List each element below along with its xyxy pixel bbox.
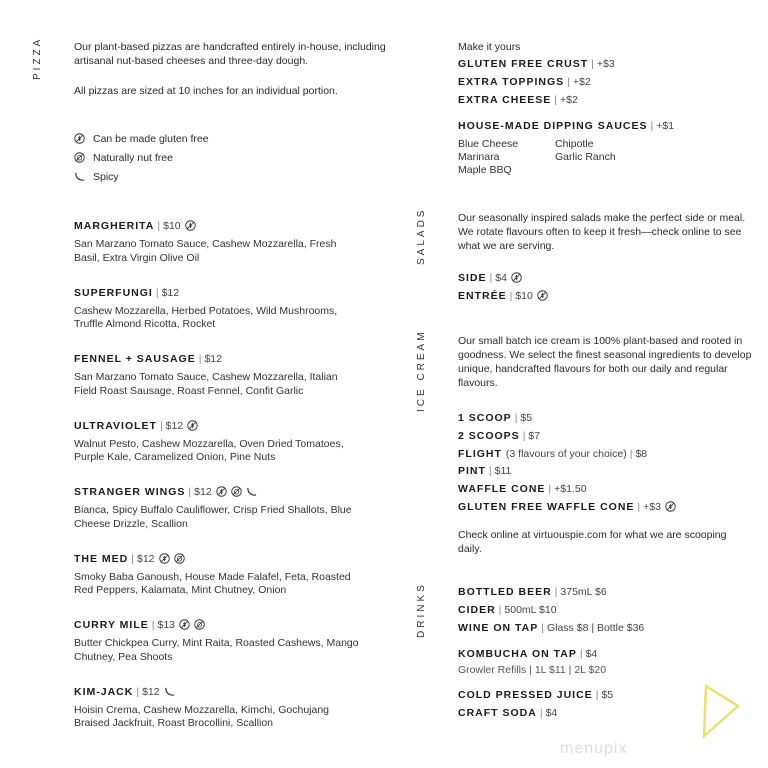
separator: |	[155, 286, 159, 299]
item-price: $4	[585, 648, 598, 660]
item-description: Walnut Pesto, Cashew Mozzarella, Oven Dried Tomatoes, Purple Kale, Caramelized Onion, Pine Nuts	[74, 437, 344, 463]
menu-item-line	[458, 412, 532, 424]
separator: |	[591, 58, 594, 70]
item-description: Butter Chickpea Curry, Mint Raita, Roasted Cashews, Mango Chutney, Pea Shoots	[74, 637, 359, 663]
menu-item-line	[458, 76, 591, 88]
icecream-intro: Our small batch ice cream is 100% plant-based and rooted in goodness. We select the finest seasonal ingredients to develop unique, handcrafted flavours for both our daily and regular flavours.	[458, 335, 752, 389]
legend-item	[74, 152, 173, 164]
nut-free-icon	[194, 619, 205, 630]
item-name: PINT	[458, 465, 486, 478]
item-name: STRANGER WINGS	[74, 486, 186, 498]
gluten-free-icon	[216, 486, 227, 497]
item-price: $5	[601, 689, 614, 701]
separator: |	[595, 689, 599, 701]
item-name: ULTRAVIOLET	[74, 419, 157, 432]
sauce-option: Chipotle	[555, 138, 594, 150]
item-price: $4	[545, 707, 558, 719]
menu-item-line	[458, 448, 647, 460]
separator: |	[539, 707, 543, 719]
item-description: Hoisin Crema, Cashew Mozzarella, Kimchi, Gochujang Braised Jackfruit, Roast Brocollini, Scallion	[74, 703, 330, 729]
gluten-free-icon	[665, 501, 676, 512]
salads-intro: Our seasonally inspired salads make the perfect side or meal. We rotate flavours often to keep it fresh—check online to see what we are serving.	[458, 212, 746, 252]
item-name: EXTRA TOPPINGS	[458, 76, 565, 88]
nut-free-icon	[231, 486, 242, 497]
legend-text: Spicy	[93, 171, 119, 183]
item-name: EXTRA CHEESE	[458, 94, 552, 106]
separator: |	[131, 552, 134, 565]
play-triangle-icon	[700, 682, 742, 740]
separator: |	[159, 419, 163, 432]
item-price: $7	[528, 429, 541, 442]
item-name: KOMBUCHA ON TAP	[458, 648, 577, 660]
menu-item-line	[458, 483, 587, 495]
menu-item-line	[74, 420, 198, 432]
item-name: ENTRÉE	[458, 290, 507, 302]
item-price: $4	[495, 272, 507, 284]
item-price: +$1	[656, 120, 675, 132]
item-note: (3 flavours of your choice)	[505, 447, 627, 460]
legend-text: Can be made gluten free	[93, 133, 209, 145]
menu-item-line	[458, 290, 548, 302]
item-price: +$1.50	[554, 483, 587, 496]
menu-item-line	[458, 501, 676, 513]
separator: |	[541, 622, 544, 634]
separator: |	[548, 483, 552, 496]
separator: |	[509, 290, 513, 302]
gluten-free-icon	[74, 133, 85, 144]
item-price: $13	[157, 619, 176, 631]
item-price: $12	[142, 685, 160, 698]
menu-item-line	[458, 465, 511, 477]
separator: |	[629, 447, 633, 460]
legend-item	[74, 133, 209, 145]
item-name: MARGHERITA	[74, 220, 155, 232]
item-description: Cashew Mozzarella, Herbed Potatoes, Wild Mushrooms, Truffle Almond Ricotta, Rocket	[74, 304, 338, 330]
sauce-option: Marinara	[458, 151, 500, 163]
item-price: $11	[494, 465, 512, 478]
item-subtext: Growler Refills | 1L $11 | 2L $20	[458, 664, 607, 676]
sauce-option: Maple BBQ	[458, 164, 512, 176]
menu-item-line	[458, 689, 613, 701]
menu-item-line	[458, 604, 557, 616]
item-price: $10	[163, 220, 181, 232]
menu-item-line	[74, 486, 257, 498]
menu-item-line	[458, 58, 615, 70]
salads-section-label: SALADS	[416, 207, 427, 265]
gluten-free-icon	[185, 220, 196, 231]
item-price: $12	[165, 419, 184, 432]
separator: |	[650, 120, 654, 132]
gluten-free-icon	[511, 272, 522, 283]
separator: |	[136, 685, 140, 698]
item-price: +$3	[596, 58, 615, 70]
watermark: menupix	[560, 740, 628, 757]
item-price: $8	[635, 447, 648, 460]
separator: |	[514, 412, 518, 424]
nut-free-icon	[74, 152, 85, 163]
menu-item-line	[458, 707, 557, 719]
spicy-icon	[74, 171, 85, 182]
sauce-option: Garlic Ranch	[555, 151, 616, 163]
item-name: BOTTLED BEER	[458, 586, 552, 598]
item-name: CRAFT SODA	[458, 707, 537, 719]
item-price: $5	[520, 412, 533, 424]
gluten-free-icon	[159, 553, 170, 564]
separator: |	[188, 486, 192, 498]
separator: |	[567, 76, 570, 88]
pizza-intro: Our plant-based pizzas are handcrafted entirely in-house, including artisanal nut-based cheeses and three-day dough.	[74, 41, 386, 67]
legend-item	[74, 171, 119, 183]
menu-item-line	[74, 619, 205, 631]
item-name: WINE ON TAP	[458, 622, 539, 634]
separator: |	[579, 648, 583, 660]
item-name: SUPERFUNGI	[74, 286, 153, 299]
menu-item-line	[74, 686, 175, 698]
item-price: +$2	[572, 76, 591, 88]
menu-item-line	[458, 120, 674, 132]
separator: |	[554, 586, 558, 598]
item-name: 2 SCOOPS	[458, 429, 520, 442]
nut-free-icon	[174, 553, 185, 564]
item-description: San Marzano Tomato Sauce, Cashew Mozzarella, Fresh Basil, Extra Virgin Olive Oil	[74, 238, 337, 264]
menu-item-line	[74, 220, 196, 232]
icecream-footer: Check online at virtuouspie.com for what we are scooping daily.	[458, 529, 727, 555]
drinks-section-label: DRINKS	[416, 582, 427, 638]
item-name: GLUTEN FREE WAFFLE CONE	[458, 501, 635, 513]
separator: |	[157, 220, 161, 232]
item-price: Glass $8 | Bottle $36	[546, 622, 645, 634]
item-price: $10	[515, 290, 533, 302]
item-name: WAFFLE CONE	[458, 483, 546, 496]
separator: |	[488, 465, 492, 478]
extras-heading: Make it yours	[458, 41, 521, 53]
separator: |	[489, 272, 493, 284]
separator: |	[151, 619, 155, 631]
menu-item-line	[458, 622, 644, 634]
item-price: $12	[194, 486, 212, 498]
gluten-free-icon	[537, 290, 548, 301]
menu-item-line	[458, 430, 540, 442]
menu-item-line	[458, 94, 578, 106]
item-name: HOUSE-MADE DIPPING SAUCES	[458, 120, 648, 132]
icecream-section-label: ICE CREAM	[416, 329, 427, 412]
item-name: FENNEL + SAUSAGE	[74, 353, 196, 365]
item-name: CURRY MILE	[74, 619, 149, 631]
item-name: FLIGHT	[458, 447, 502, 460]
item-price: $12	[136, 552, 155, 565]
gluten-free-icon	[187, 420, 198, 431]
spicy-icon	[246, 486, 257, 497]
separator: |	[522, 429, 526, 442]
item-name: SIDE	[458, 272, 487, 284]
spicy-icon	[164, 686, 175, 697]
item-description: Bianca, Spicy Buffalo Cauliflower, Crisp Fried Shallots, Blue Cheese Drizzle, Scallion	[74, 504, 352, 530]
item-name: KIM-JACK	[74, 685, 134, 698]
item-price: 500mL $10	[504, 604, 557, 616]
item-price: +$3	[643, 501, 661, 513]
menu-item-line	[74, 553, 185, 565]
separator: |	[498, 604, 502, 616]
menu-item-line	[458, 586, 607, 598]
separator: |	[198, 353, 202, 365]
menu-item-line	[458, 272, 522, 284]
gluten-free-icon	[179, 619, 190, 630]
separator: |	[637, 501, 641, 513]
pizza-section-label: PIZZA	[32, 36, 43, 80]
menu-item-line	[458, 648, 597, 660]
item-description: Smoky Baba Ganoush, House Made Falafel, Feta, Roasted Red Peppers, Kalamata, Mint Chutney, Onion	[74, 570, 351, 596]
item-name: CIDER	[458, 604, 496, 616]
item-price: +$2	[560, 94, 578, 106]
legend-text: Naturally nut free	[93, 152, 173, 164]
item-price: $12	[204, 353, 222, 365]
item-name: THE MED	[74, 552, 129, 565]
menu-item-line	[74, 287, 179, 299]
item-name: 1 SCOOP	[458, 412, 512, 424]
item-name: COLD PRESSED JUICE	[458, 689, 593, 701]
item-name: GLUTEN FREE CRUST	[458, 58, 589, 70]
item-price: 375mL $6	[560, 586, 607, 598]
item-description: San Marzano Tomato Sauce, Cashew Mozzarella, Italian Field Roast Sausage, Roast Fennel, Confit Garlic	[74, 371, 338, 397]
sauce-option: Blue Cheese	[458, 138, 519, 150]
item-price: $12	[161, 286, 180, 299]
separator: |	[554, 94, 558, 106]
pizza-size-note: All pizzas are sized at 10 inches for an individual portion.	[74, 85, 338, 97]
menu-item-line	[74, 353, 222, 365]
